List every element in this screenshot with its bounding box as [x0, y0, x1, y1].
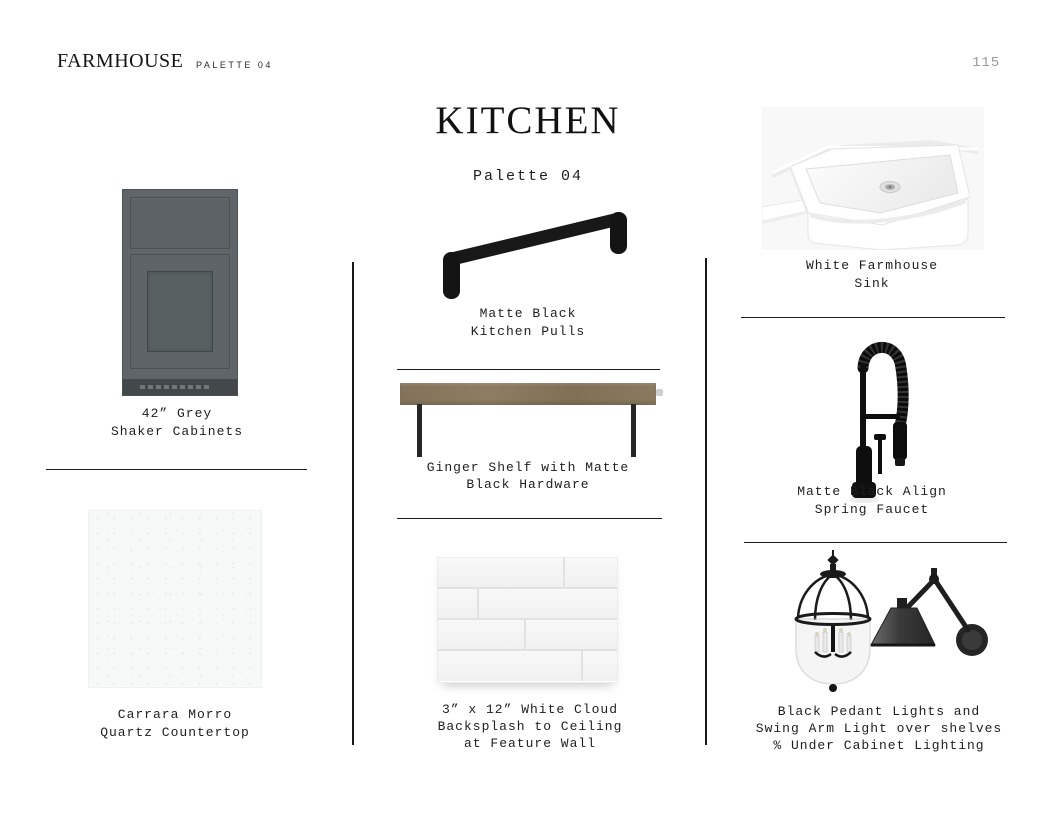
- caption-line: Backsplash to Ceiling: [437, 719, 623, 734]
- caption-line: Matte Black: [479, 306, 577, 321]
- pendant-and-swing-arm-lights-image: [765, 548, 1000, 706]
- caption-line: Sink: [854, 276, 890, 291]
- divider-line: [397, 518, 662, 519]
- divider-line: [397, 369, 660, 370]
- white-subway-tile-image: [437, 557, 618, 683]
- caption-line: Matte Black Align: [797, 484, 947, 499]
- brand-title: FARMHOUSE: [57, 50, 184, 72]
- caption-line: Spring Faucet: [814, 502, 930, 517]
- divider-line: [46, 469, 307, 470]
- page-title: KITCHEN: [435, 99, 621, 142]
- cabinet-base-strip: [123, 379, 237, 395]
- caption-line: 42” Grey: [141, 406, 213, 421]
- cabinet-watermark: [140, 385, 211, 389]
- matte-black-pull-image: [438, 206, 636, 304]
- sink-caption: [752, 257, 992, 293]
- white-farmhouse-sink-image: [762, 107, 984, 250]
- column-divider-left: [352, 262, 354, 745]
- matte-black-faucet-image: [798, 326, 948, 508]
- caption-line: Shaker Cabinets: [110, 424, 244, 439]
- cabinets-caption: [57, 405, 297, 441]
- palette-label: PALETTE 04: [196, 60, 273, 70]
- caption-line: at Feature Wall: [463, 736, 597, 751]
- quartz-countertop-image: [88, 510, 262, 688]
- pull-post: [443, 252, 460, 299]
- caption-line: Black Hardware: [466, 477, 590, 492]
- caption-line: 3” x 12” White Cloud: [441, 702, 619, 717]
- shelf-caption: [398, 459, 658, 493]
- page-subtitle: Palette 04: [472, 168, 583, 185]
- shelf-bracket: [417, 404, 422, 457]
- countertop-caption: [55, 706, 295, 742]
- tile-row: [438, 651, 617, 681]
- divider-line: [744, 542, 1007, 543]
- shelf-bracket: [631, 404, 636, 457]
- cabinet-door: [130, 254, 230, 369]
- caption-line: White Farmhouse: [805, 258, 939, 273]
- tile-row: [438, 589, 617, 620]
- lighting-caption: [749, 703, 1009, 754]
- shelf-end-cap: [656, 389, 663, 396]
- tile-row: [438, 558, 617, 589]
- pull-bar: [447, 212, 621, 266]
- grey-shaker-cabinet-image: [122, 189, 238, 396]
- cabinet-door-panel: [147, 271, 213, 352]
- pulls-caption: [408, 305, 648, 341]
- column-divider-right: [705, 258, 707, 745]
- caption-line: % Under Cabinet Lighting: [773, 738, 985, 753]
- cabinet-drawer-front: [130, 197, 230, 249]
- caption-line: Kitchen Pulls: [470, 324, 586, 339]
- caption-line: Swing Arm Light over shelves: [755, 721, 1003, 736]
- faucet-caption: [752, 483, 992, 519]
- page-number: 115: [972, 55, 1001, 71]
- caption-line: Quartz Countertop: [100, 725, 250, 740]
- backsplash-caption: [410, 701, 650, 752]
- caption-line: Ginger Shelf with Matte: [426, 460, 630, 475]
- caption-line: Carrara Morro: [117, 707, 233, 722]
- tile-row: [438, 620, 617, 651]
- pull-post: [610, 212, 627, 254]
- caption-line: Black Pedant Lights and: [777, 704, 981, 719]
- divider-line: [741, 317, 1005, 318]
- ginger-shelf-image: [400, 383, 656, 405]
